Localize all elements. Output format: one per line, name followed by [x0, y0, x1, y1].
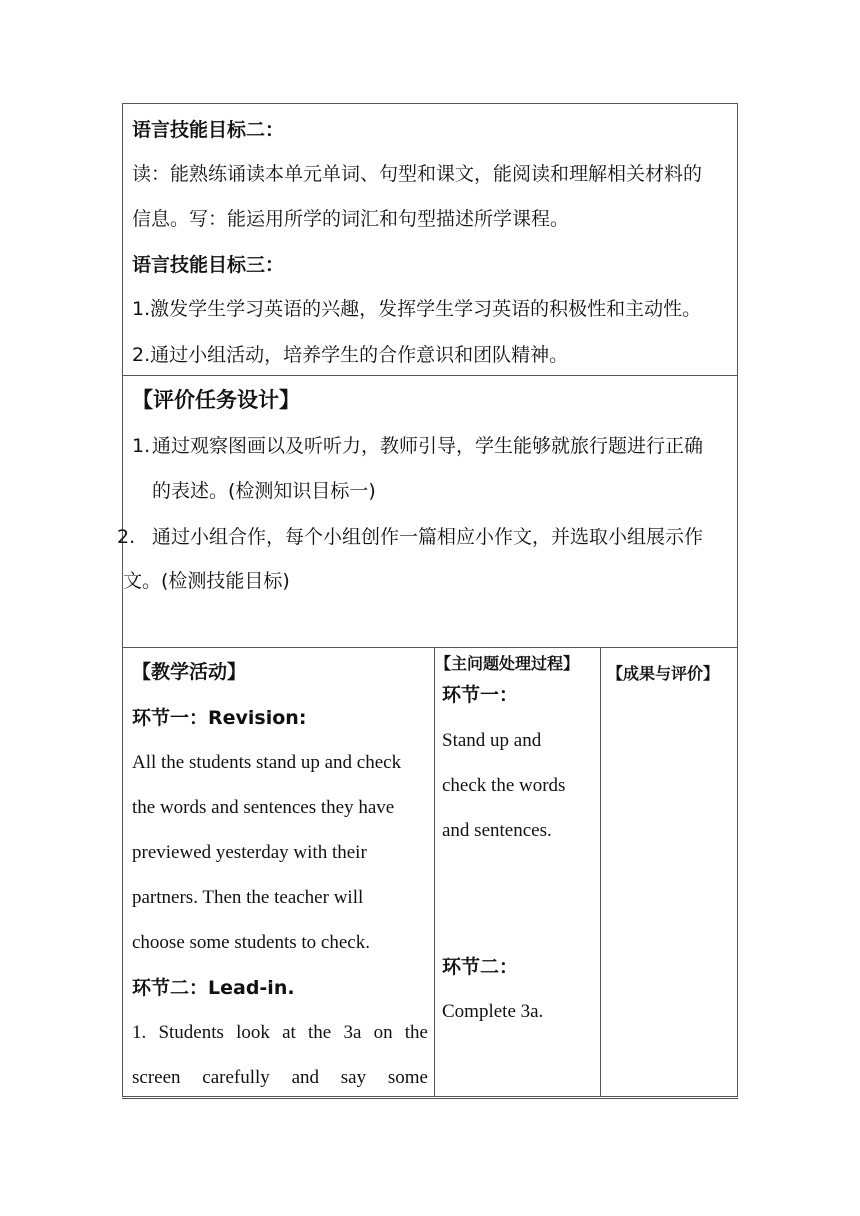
activities-step2-line1 — [132, 1021, 428, 1045]
activities-step1-line: All the students stand up and check — [132, 752, 402, 773]
results-heading: 【成果与评价】 — [607, 664, 720, 683]
word: some — [387, 1067, 428, 1088]
evaluation-item1-text-a: 通过观察图画以及听听力，教师引导，学生能够就旅行题进行正确 — [152, 435, 704, 457]
evaluation-heading: 【评价任务设计】 — [132, 388, 300, 412]
process-step1-line: check the words — [442, 775, 566, 796]
word: the — [308, 1022, 332, 1043]
goal-item-2: 2.通过小组活动，培养学生的合作意识和团队精神。 — [132, 344, 569, 366]
table-bottom-rule — [122, 1098, 738, 1099]
activities-step1-line: partners. Then the teacher will — [132, 887, 364, 908]
process-heading: 【主问题处理过程】 — [435, 654, 580, 673]
process-step1-title: 环节一： — [442, 684, 519, 706]
evaluation-item1-number: 1. — [132, 435, 151, 457]
goal-heading-3: 语言技能目标三： — [132, 254, 285, 276]
activities-cell — [122, 647, 435, 1097]
goal-text-2a: 读：能熟练诵读本单元单词、句型和课文，能阅读和理解相关材料的 — [132, 163, 703, 185]
word: on — [373, 1022, 393, 1043]
lesson-plan-table — [117, 103, 738, 1099]
process-cell — [434, 647, 601, 1097]
activities-step2-title: 环节二：Lead-in. — [132, 977, 295, 999]
evaluation-item2-text-b: 文。(检测技能目标) — [123, 570, 290, 592]
word: Students — [158, 1022, 224, 1043]
word: and — [291, 1067, 320, 1088]
activities-step1-line: choose some students to check. — [132, 932, 370, 953]
word: the — [404, 1022, 428, 1043]
process-step2-title: 环节二： — [442, 956, 519, 978]
goal-heading-2: 语言技能目标二： — [132, 119, 285, 141]
process-step2-line: Complete 3a. — [442, 1001, 544, 1022]
word: screen — [132, 1067, 181, 1088]
word: say — [340, 1067, 367, 1088]
activities-step2-line2 — [132, 1066, 428, 1090]
goal-item-1: 1.激发学生学习英语的兴趣，发挥学生学习英语的积极性和主动性。 — [132, 298, 702, 320]
evaluation-cell — [117, 375, 738, 648]
evaluation-item1-text-b: 的表述。(检测知识目标一) — [152, 480, 376, 502]
evaluation-item2-text-a: 通过小组合作，每个小组创作一篇相应小作文，并选取小组展示作 — [152, 526, 704, 548]
process-step1-line: and sentences. — [442, 820, 552, 841]
word: look — [236, 1022, 270, 1043]
results-cell — [600, 647, 738, 1097]
word: at — [282, 1022, 296, 1043]
goal-text-2b: 信息。写：能运用所学的词汇和句型描述所学课程。 — [132, 208, 570, 230]
process-step1-line: Stand up and — [442, 730, 542, 751]
activities-step1-line: previewed yesterday with their — [132, 842, 367, 863]
activities-step1-line: the words and sentences they have — [132, 797, 395, 818]
activities-step1-title: 环节一：Revision: — [132, 707, 307, 729]
evaluation-item2-number: 2. — [117, 526, 136, 548]
word: carefully — [202, 1067, 270, 1088]
goals-cell — [122, 103, 738, 376]
word: 3a — [343, 1022, 362, 1043]
word: 1. — [132, 1022, 147, 1043]
activities-heading: 【教学活动】 — [132, 661, 247, 683]
